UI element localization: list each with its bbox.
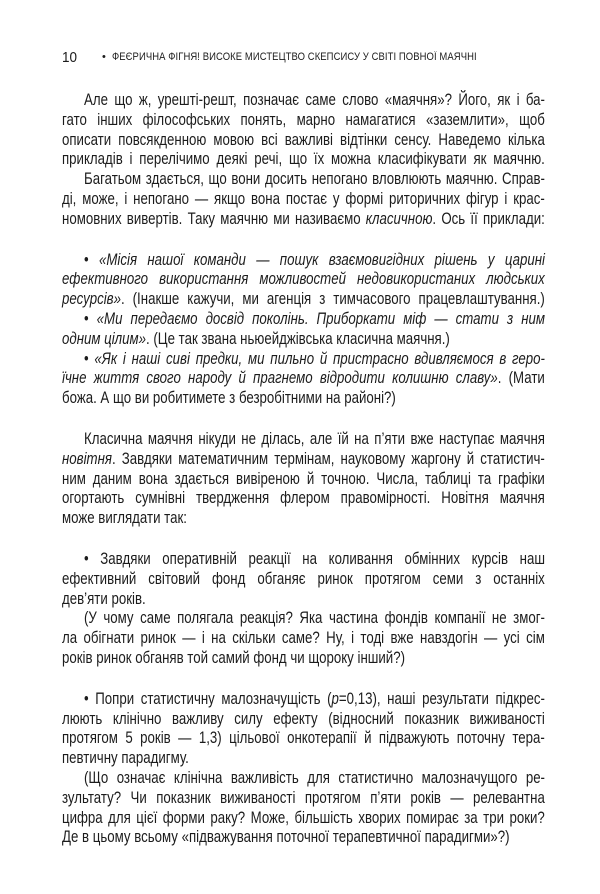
text-segment: протягом 5 років — 1,3) цільової онкотерапії й підважують поточну тера- bbox=[62, 728, 545, 748]
text-line bbox=[62, 709, 545, 729]
text-segment: (У чому саме полягала реакція? Яка частина фондів компанії не змог- bbox=[84, 608, 545, 628]
italic-text: «Місія нашої команди — пошук взаємовигідних рішень у царині bbox=[99, 249, 545, 269]
italic-text: ефективного використання можливостей недовикористаних людських bbox=[62, 269, 545, 289]
text-line bbox=[62, 648, 545, 668]
text-segment: (Що означає клінічна важливість для статистично малозначущого ре- bbox=[84, 768, 545, 787]
text-line bbox=[84, 429, 545, 449]
text-segment: Багатьом здається, що вони досить непогано вловлюють маячню. Справ- bbox=[84, 169, 545, 189]
text-segment: • Попри статистичну малозначущість ( bbox=[84, 688, 332, 708]
text-line bbox=[62, 449, 545, 469]
text-line bbox=[62, 827, 545, 847]
text-line bbox=[84, 349, 545, 369]
text-segment: божа. А що ви робитимете з безробітними на районі?) bbox=[62, 388, 396, 408]
text-segment: номовних вивертів. Таку маячню ми називаємо bbox=[62, 208, 366, 228]
text-line bbox=[62, 569, 545, 589]
page-number: 10 bbox=[62, 48, 78, 66]
text-line bbox=[62, 808, 545, 828]
text-segment: років ринок обганяв той самий фонд чи щороку інший?) bbox=[62, 648, 406, 667]
running-header bbox=[62, 48, 536, 66]
text-segment: . Ось її приклади: bbox=[432, 208, 545, 228]
text-segment: гато інших філософських понять, марно намагатися «заземлити», щоб bbox=[62, 109, 545, 129]
text-line bbox=[62, 368, 545, 388]
text-segment: . (Це так звана ньюейджівська класична маячня.) bbox=[145, 328, 450, 348]
text-line bbox=[62, 469, 545, 489]
text-segment: Класична маячня нікуди не ділась, але їй на п’яти вже наступає маячня bbox=[84, 429, 545, 448]
italic-text: їчне життя свого народу й прагнемо відродити колишню славу» bbox=[62, 368, 498, 388]
text-line bbox=[62, 329, 545, 349]
text-line bbox=[62, 130, 545, 150]
text-segment: ді, може, і непогано — якщо вона постає у формі риторичних фігур і крас- bbox=[62, 189, 545, 208]
text-line bbox=[62, 488, 545, 508]
text-segment: люють клінічно важливу силу ефекту (відносний показник виживаності bbox=[62, 708, 545, 728]
text-line bbox=[84, 608, 545, 628]
italic-text: ресурсів» bbox=[62, 289, 121, 309]
text-segment: • bbox=[84, 348, 95, 368]
text-segment: ефективний світовий фонд обганяє ринок протягом семи з останніх bbox=[62, 568, 545, 588]
text-line bbox=[62, 388, 545, 408]
italic-text: «Ми передаємо досвід поколінь. Приборкати міф — стати з ним bbox=[96, 309, 545, 328]
text-segment: =0,13), наші результати підкрес- bbox=[338, 688, 545, 708]
text-segment: • bbox=[84, 309, 97, 328]
text-segment: огортають сумнівні твердження флером правомірності. Новітня маячня bbox=[62, 488, 545, 508]
text-segment: зультату? Чи показник виживаності протягом п’яти років — релевантна bbox=[62, 787, 545, 807]
text-line bbox=[62, 788, 545, 808]
text-segment: ним даним вона здається вивіреною й точною. Числа, таблиці та графіки bbox=[62, 468, 545, 488]
text-segment: Але що ж, урешті-решт, позначає саме слово «маячня»? Його, як і ба- bbox=[84, 90, 545, 109]
text-segment: • Завдяки оперативній реакції на коливання обмінних курсів наш bbox=[84, 549, 545, 568]
text-segment: дев’яти років. bbox=[62, 588, 146, 608]
text-line bbox=[62, 728, 545, 748]
text-line bbox=[84, 768, 545, 788]
text-line bbox=[62, 628, 545, 648]
text-line bbox=[84, 309, 545, 329]
text-segment: цифра для цієї форми раку? Може, більшість хворих помирає за три роки? bbox=[62, 807, 545, 827]
text-line bbox=[62, 269, 545, 289]
text-line bbox=[62, 149, 545, 169]
text-line bbox=[62, 110, 545, 130]
text-line bbox=[84, 549, 545, 569]
text-line bbox=[62, 748, 545, 768]
italic-text: p bbox=[331, 688, 339, 708]
italic-text: «Як і наші сиві предки, ми пильно й пристрасно вдивляємося в геро- bbox=[94, 348, 545, 368]
text-line bbox=[84, 90, 545, 110]
text-line bbox=[62, 189, 545, 209]
italic-text: одним цілим» bbox=[62, 328, 146, 348]
text-segment: . Завдяки математичним термінам, науковому жаргону й статистич- bbox=[111, 448, 545, 468]
text-segment: Де в цьому всьому «підважування поточної терапевтичної парадигми»?) bbox=[62, 827, 510, 847]
text-line bbox=[62, 589, 545, 609]
text-line bbox=[84, 689, 545, 709]
running-title: ФЕЄРИЧНА ФІГНЯ! ВИСОКЕ МИСТЕЦТВО СКЕПСИСУ У СВІТІ ПОВНОЇ МАЯЧНІ bbox=[111, 51, 477, 63]
text-line bbox=[62, 209, 545, 229]
text-segment: описати повсякденною мовою всі важливі відтінки сенсу. Наведемо кілька bbox=[62, 129, 545, 149]
text-segment: . (Інакше кажучи, ми агенція з тимчасового працевлаштування.) bbox=[120, 289, 545, 309]
text-line bbox=[84, 169, 545, 189]
text-segment: • bbox=[84, 249, 100, 269]
italic-text: новітня bbox=[62, 448, 112, 468]
text-segment: може виглядати так: bbox=[62, 508, 187, 528]
text-segment: певтичну парадигму. bbox=[62, 748, 189, 768]
text-segment: ла обігнати ринок — і на скільки саме? Ну, і тоді вже навздогін — усі сім bbox=[62, 628, 545, 648]
text-line bbox=[84, 250, 545, 270]
text-segment: . (Мати bbox=[497, 368, 545, 388]
text-line bbox=[62, 508, 545, 528]
text-segment: прикладів і перелічимо деякі речі, що їх можна класифікувати як маячню. bbox=[62, 149, 545, 169]
header-bullet: • bbox=[102, 51, 106, 63]
text-line bbox=[62, 289, 545, 309]
italic-text: класичною bbox=[365, 208, 433, 228]
